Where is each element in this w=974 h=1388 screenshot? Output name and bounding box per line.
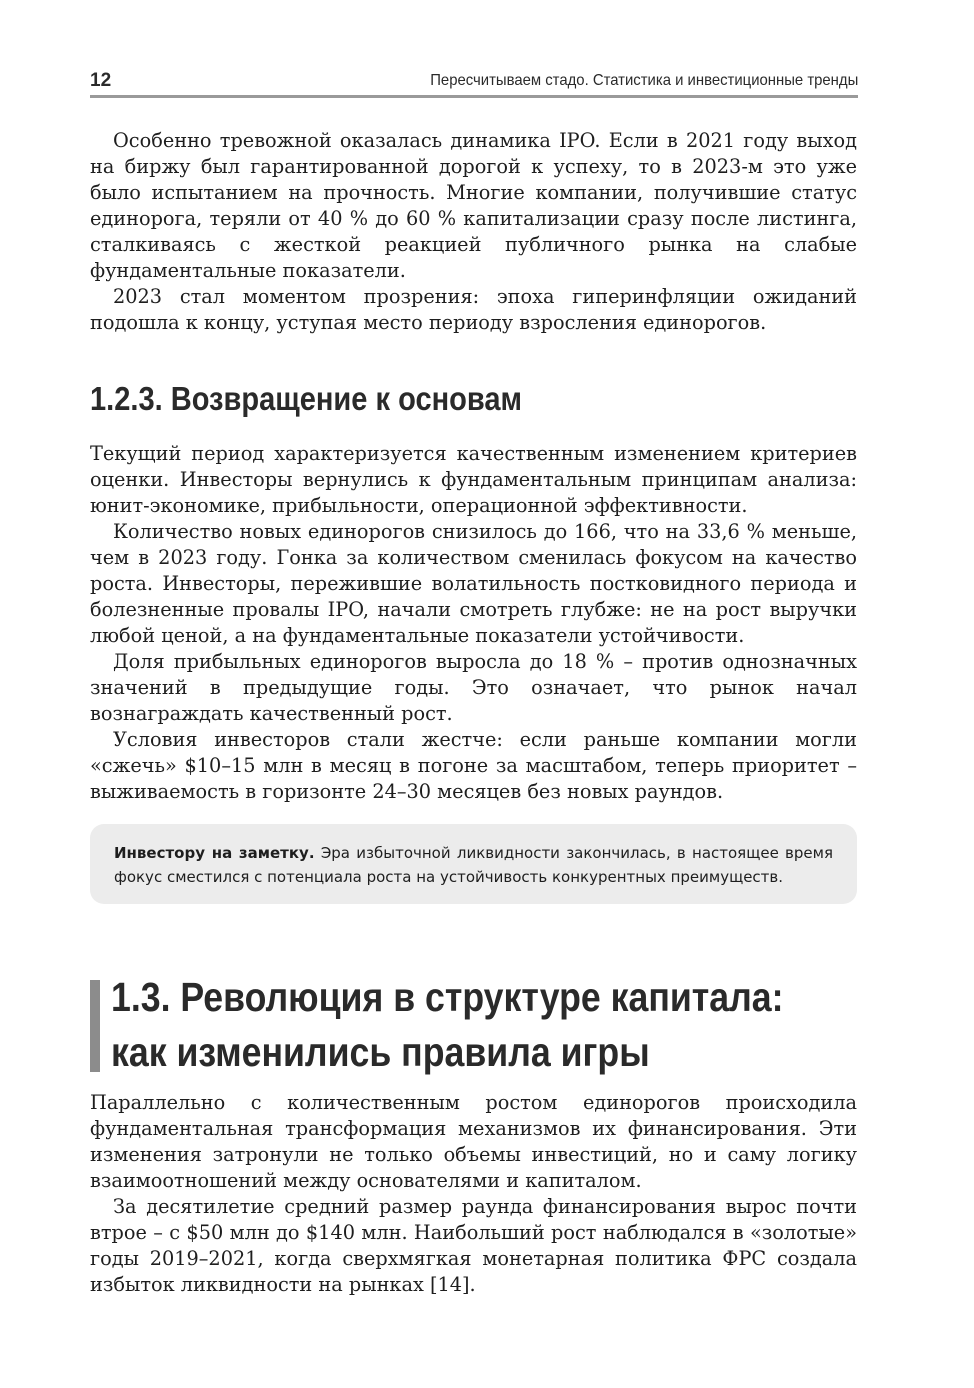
investor-note — [90, 824, 857, 904]
paragraph: За десятилетие средний размер раунда финансирования вырос почти втрое – с $50 млн до $140 млн. Наибольший рост наблюдался в «золотые» годы 2019–2021, когда сверхмягкая монетарная политика ФРС создала избыток ликвидности на рынках [14]. — [90, 1195, 857, 1296]
running-title: Пересчитываем стадо. Статистика и инвестиционные тренды — [429, 72, 858, 89]
note-text — [114, 841, 833, 889]
chapter-accent-bar — [90, 980, 100, 1072]
page-header — [90, 68, 858, 98]
paragraph: Количество новых единорогов снизилось до 166, что на 33,6 % меньше, чем в 2023 году. Гонка за количеством сменилась фокусом на качество роста. Инвесторы, пережившие волатильность постковидного периода и болезненные провалы IPO, начали смотреть глубже: не на рост выручки любой ценой, а на фундаментальные показатели устойчивости. — [90, 520, 857, 647]
paragraph: Условия инвесторов стали жестче: если раньше компании могли «сжечь» $10–15 млн в месяц в погоне за масштабом, теперь приоритет – выживаемость в горизонте 24–30 месяцев без новых раундов. — [90, 728, 857, 803]
page-number: 12 — [90, 70, 112, 91]
paragraph: Особенно тревожной оказалась динамика IPO. Если в 2021 году выход на биржу был гарантированной дорогой к успеху, то в 2023-м это уже было испытанием на прочность. Многие компании, получившие статус единорога, теряли от 40 % до 60 % капитализации сразу после листинга, сталкиваясь с жесткой реакцией публичного рынка на слабые фундаментальные показатели. — [90, 129, 857, 282]
section-heading: 1.2.3. Возвращение к основам — [90, 380, 522, 417]
paragraph: Параллельно с количественным ростом единорогов происходила фундаментальная трансформация механизмов их финансирования. Эти изменения затронули не только объемы инвестиций, но и саму логику взаимоотношений между основателями и капиталом. — [90, 1091, 857, 1192]
note-body: Эра избыточной ликвидности закончилась, в настоящее время фокус сместился с потенциала роста на устойчивость конкурентных преимуществ. — [114, 844, 833, 886]
section-text — [90, 441, 857, 805]
paragraph: Доля прибыльных единорогов выросла до 18 % – против однозначных значений в предыдущие годы. Это означает, что рынок начал вознаграждать качественный рост. — [90, 650, 857, 725]
paragraph: Текущий период характеризуется качественным изменением критериев оценки. Инвесторы вернулись к фундаментальным принципам анализа: юнит-экономике, прибыльности, операционной эффективности. — [90, 442, 857, 517]
chapter-heading — [111, 970, 783, 1080]
intro-text — [90, 128, 857, 336]
paragraph: 2023 стал моментом прозрения: эпоха гиперинфляции ожиданий подошла к концу, уступая место периоду взросления единорогов. — [90, 285, 857, 334]
note-lead: Инвестору на заметку. — [114, 844, 315, 862]
chapter-heading-line-1: 1.3. Революция в структуре капитала: — [111, 974, 784, 1020]
chapter-heading-line-2: как изменились правила игры — [111, 1029, 650, 1075]
chapter-text — [90, 1090, 857, 1298]
